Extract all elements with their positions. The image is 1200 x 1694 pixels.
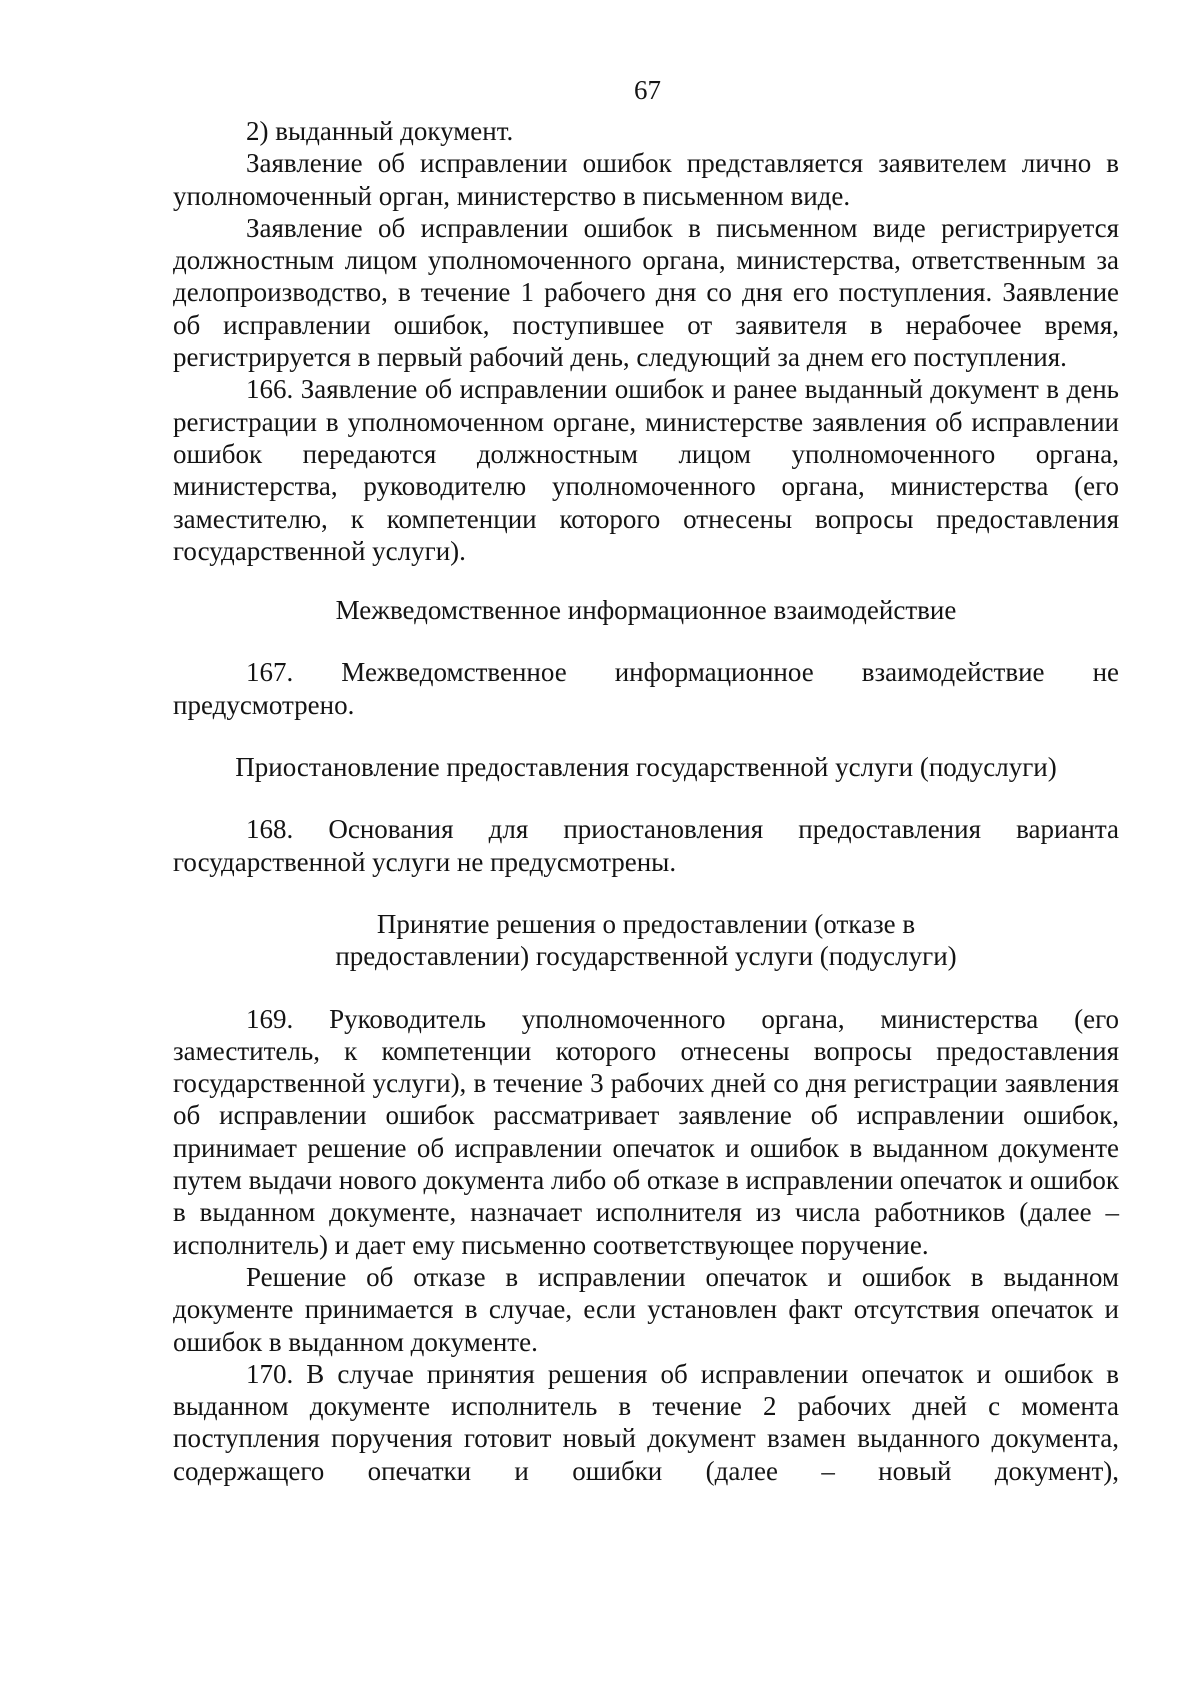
heading-interagency-interaction: Межведомственное информационное взаимодействие (335, 595, 957, 626)
heading-decision: Принятие решения о предоставлении (отказе в предоставлении) государственной услуги (подуслуги) (335, 908, 957, 972)
heading-suspension: Приостановление предоставления государственной услуги (подуслуги) (235, 752, 1057, 783)
paragraph-issued-document: 2) выданный документ. (246, 116, 514, 146)
document-body (173, 115, 1119, 1487)
paragraph-170: 170. В случае принятия решения об исправлении опечаток и ошибок в выданном документе исполнитель в течение 2 рабочих дней с момента поступления поручения готовит новый документ взамен выданного документа, содержащего опечатки и ошибки (далее – новый документ), (173, 1358, 1119, 1486)
paragraph-application-registration: Заявление об исправлении ошибок в письменном виде регистрируется должностным лицом уполномоченного органа, министерства, ответственным за делопроизводство, в течение 1 рабочего дня со дня его поступления. Заявление об исправлении ошибок, поступившее от заявителя в нерабочее время, регистрируется в первый рабочий день, следующий за днем его поступления. (173, 212, 1119, 373)
page-number: 67 (634, 75, 661, 105)
paragraph-166: 166. Заявление об исправлении ошибок и ранее выданный документ в день регистрации в уполномоченном органе, министерстве заявления об исправлении ошибок передаются должностным лицом уполномоченного органа, министерства, руководителю уполномоченного органа, министерства (его заместителю, к компетенции которого отнесены вопросы предоставления государственной услуги). (173, 374, 1119, 566)
paragraph-168: 168. Основания для приостановления предоставления варианта государственной услуги не предусмотрены. (173, 814, 1119, 877)
paragraph-application-submission: Заявление об исправлении ошибок представляется заявителем лично в уполномоченный орган, министерство в письменном виде. (173, 148, 1119, 211)
paragraph-169-refusal: Решение об отказе в исправлении опечаток и ошибок в выданном документе принимается в случае, если установлен факт отсутствия опечаток и ошибок в выданном документе. (173, 1261, 1119, 1357)
paragraph-167: 167. Межведомственное информационное взаимодействие не предусмотрено. (173, 657, 1119, 720)
paragraph-169: 169. Руководитель уполномоченного органа, министерства (его заместитель, к компетенции которого отнесены вопросы предоставления государственной услуги), в течение 3 рабочих дней со дня регистрации заявления об исправлении ошибок рассматривает заявление об исправлении ошибок, принимает решение об исправлении опечаток и ошибок в выданном документе путем выдачи нового документа либо об отказе в исправлении опечаток и ошибок в выданном документе, назначает исполнителя из числа работников (далее – исполнитель) и дает ему письменно соответствующее поручение. (173, 1003, 1120, 1260)
